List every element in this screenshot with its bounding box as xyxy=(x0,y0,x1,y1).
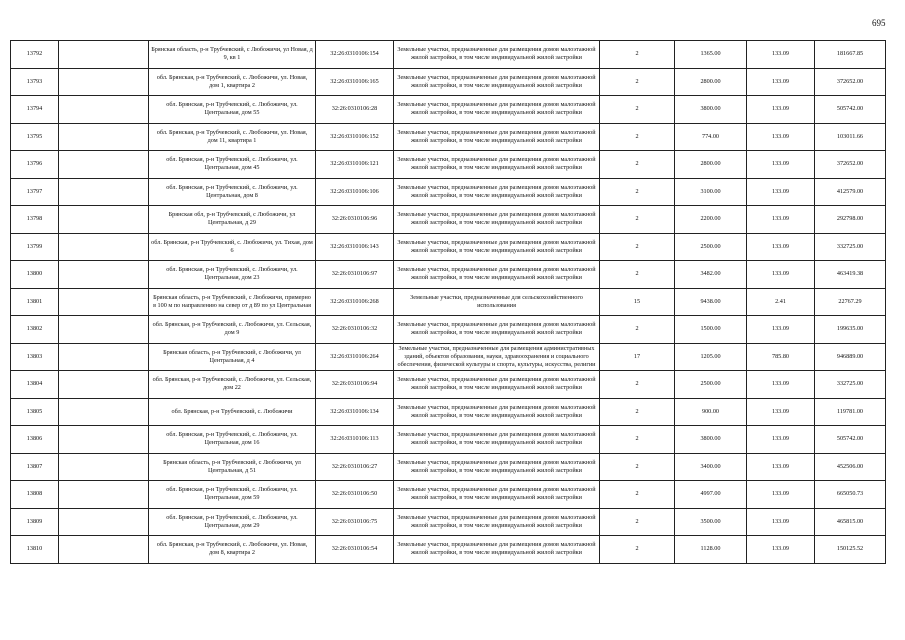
cadastral-value-cell: 505742.00 xyxy=(815,426,886,454)
cadastral-number-cell: 32:26:0310106:165 xyxy=(316,68,394,96)
spacer-cell xyxy=(59,426,149,454)
cadastral-number-cell: 32:26:0310106:97 xyxy=(316,261,394,289)
land-use-cell: Земельные участки, предназначенные для размещения домов малоэтажной жилой застройки, в том числе индивидуальной жилой застройки xyxy=(394,371,600,399)
area-cell: 9438.00 xyxy=(675,288,747,316)
area-cell: 2500.00 xyxy=(675,233,747,261)
area-cell: 774.00 xyxy=(675,123,747,151)
area-cell: 3482.00 xyxy=(675,261,747,289)
address-cell: обл. Брянская, р-н Трубчевский, с. Любожичи, ул. Тихая, дом 6 xyxy=(149,233,316,261)
land-use-cell: Земельные участки, предназначенные для размещения домов малоэтажной жилой застройки, в том числе индивидуальной жилой застройки xyxy=(394,426,600,454)
row-number-cell: 13806 xyxy=(11,426,59,454)
table-row xyxy=(11,151,886,179)
land-use-cell: Земельные участки, предназначенные для размещения домов малоэтажной жилой застройки, в том числе индивидуальной жилой застройки xyxy=(394,536,600,564)
use-group-cell: 17 xyxy=(600,343,675,371)
address-cell: обл. Брянская, р-н Трубчевский, с. Любожичи xyxy=(149,398,316,426)
area-cell: 3400.00 xyxy=(675,453,747,481)
land-use-cell: Земельные участки, предназначенные для размещения домов малоэтажной жилой застройки, в том числе индивидуальной жилой застройки xyxy=(394,96,600,124)
spacer-cell xyxy=(59,536,149,564)
row-number-cell: 13797 xyxy=(11,178,59,206)
cadastral-number-cell: 32:26:0310106:268 xyxy=(316,288,394,316)
land-use-cell: Земельные участки, предназначенные для размещения домов малоэтажной жилой застройки, в том числе индивидуальной жилой застройки xyxy=(394,398,600,426)
table-body xyxy=(11,41,886,564)
cadastral-value-cell: 332725.00 xyxy=(815,371,886,399)
spacer-cell xyxy=(59,206,149,234)
cadastral-number-cell: 32:26:0310106:106 xyxy=(316,178,394,206)
specific-value-cell: 133.09 xyxy=(747,41,815,69)
cadastral-value-cell: 103011.66 xyxy=(815,123,886,151)
cadastral-value-cell: 372652.00 xyxy=(815,151,886,179)
land-use-cell: Земельные участки, предназначенные для размещения домов малоэтажной жилой застройки, в том числе индивидуальной жилой застройки xyxy=(394,453,600,481)
cadastral-number-cell: 32:26:0310106:27 xyxy=(316,453,394,481)
cadastral-number-cell: 32:26:0310106:134 xyxy=(316,398,394,426)
cadastral-value-cell: 292798.00 xyxy=(815,206,886,234)
cadastral-number-cell: 32:26:0310106:50 xyxy=(316,481,394,509)
cadastral-value-cell: 119781.00 xyxy=(815,398,886,426)
spacer-cell xyxy=(59,453,149,481)
area-cell: 2500.00 xyxy=(675,371,747,399)
address-cell: обл. Брянская, р-н Трубчевский, с. Любожичи, ул. Центральная, дом 45 xyxy=(149,151,316,179)
cadastral-value-cell: 372652.00 xyxy=(815,68,886,96)
land-use-cell: Земельные участки, предназначенные для размещения домов малоэтажной жилой застройки, в том числе индивидуальной жилой застройки xyxy=(394,481,600,509)
address-cell: Брянская обл, р-н Трубчевский, с Любожичи, ул Центральная, д 29 xyxy=(149,206,316,234)
row-number-cell: 13799 xyxy=(11,233,59,261)
spacer-cell xyxy=(59,151,149,179)
cadastral-number-cell: 32:26:0310106:75 xyxy=(316,508,394,536)
use-group-cell: 2 xyxy=(600,68,675,96)
row-number-cell: 13810 xyxy=(11,536,59,564)
table-row xyxy=(11,41,886,69)
cadastral-value-cell: 412579.00 xyxy=(815,178,886,206)
specific-value-cell: 133.09 xyxy=(747,481,815,509)
spacer-cell xyxy=(59,481,149,509)
specific-value-cell: 133.09 xyxy=(747,151,815,179)
cadastral-value-cell: 665050.73 xyxy=(815,481,886,509)
row-number-cell: 13805 xyxy=(11,398,59,426)
table-row xyxy=(11,508,886,536)
table-row xyxy=(11,398,886,426)
address-cell: обл. Брянская, р-н Трубчевский, с. Любожичи, ул. Центральная, дом 23 xyxy=(149,261,316,289)
spacer-cell xyxy=(59,68,149,96)
address-cell: обл. Брянская, р-н Трубчевский, с. Любожичи, ул. Центральная, дом 55 xyxy=(149,96,316,124)
address-cell: обл. Брянская, р-н Трубчевский, с. Любожичи, ул. Центральная, дом 8 xyxy=(149,178,316,206)
cadastral-number-cell: 32:26:0310106:32 xyxy=(316,316,394,344)
address-cell: обл. Брянская, р-н Трубчевский, с. Любожичи, ул. Сельская, дом 22 xyxy=(149,371,316,399)
land-use-cell: Земельные участки, предназначенные для размещения домов малоэтажной жилой застройки, в том числе индивидуальной жилой застройки xyxy=(394,178,600,206)
use-group-cell: 2 xyxy=(600,178,675,206)
specific-value-cell: 133.09 xyxy=(747,96,815,124)
use-group-cell: 2 xyxy=(600,261,675,289)
specific-value-cell: 133.09 xyxy=(747,426,815,454)
use-group-cell: 2 xyxy=(600,41,675,69)
row-number-cell: 13800 xyxy=(11,261,59,289)
use-group-cell: 15 xyxy=(600,288,675,316)
row-number-cell: 13802 xyxy=(11,316,59,344)
use-group-cell: 2 xyxy=(600,371,675,399)
specific-value-cell: 133.09 xyxy=(747,261,815,289)
table-row xyxy=(11,261,886,289)
row-number-cell: 13801 xyxy=(11,288,59,316)
land-use-cell: Земельные участки, предназначенные для размещения домов малоэтажной жилой застройки, в том числе индивидуальной жилой застройки xyxy=(394,151,600,179)
land-registry-table xyxy=(10,40,886,564)
address-cell: обл. Брянская, р-н Трубчевский, с. Любожичи, ул. Новая, дом 1, квартира 2 xyxy=(149,68,316,96)
specific-value-cell: 133.09 xyxy=(747,508,815,536)
spacer-cell xyxy=(59,288,149,316)
land-use-cell: Земельные участки, предназначенные для размещения домов малоэтажной жилой застройки, в том числе индивидуальной жилой застройки xyxy=(394,233,600,261)
spacer-cell xyxy=(59,178,149,206)
use-group-cell: 2 xyxy=(600,316,675,344)
row-number-cell: 13796 xyxy=(11,151,59,179)
spacer-cell xyxy=(59,398,149,426)
address-cell: обл. Брянская, р-н Трубчевский, с. Любожичи, ул. Центральная, дом 59 xyxy=(149,481,316,509)
area-cell: 3800.00 xyxy=(675,96,747,124)
table-row xyxy=(11,123,886,151)
use-group-cell: 2 xyxy=(600,206,675,234)
table-row xyxy=(11,288,886,316)
address-cell: обл. Брянская, р-н Трубчевский, с. Любожичи, ул. Новая, дом 11, квартира 1 xyxy=(149,123,316,151)
use-group-cell: 2 xyxy=(600,508,675,536)
spacer-cell xyxy=(59,508,149,536)
cadastral-number-cell: 32:26:0310106:121 xyxy=(316,151,394,179)
table-row xyxy=(11,96,886,124)
address-cell: Брянская область, р-н Трубчевский, с Любожичи, ул Центральная, д 51 xyxy=(149,453,316,481)
table-row xyxy=(11,233,886,261)
specific-value-cell: 2.41 xyxy=(747,288,815,316)
address-cell: Брянская область, р-н Трубчевский, с Любожичи, ул Новая, д 9, кв 1 xyxy=(149,41,316,69)
cadastral-value-cell: 22767.29 xyxy=(815,288,886,316)
spacer-cell xyxy=(59,343,149,371)
area-cell: 2200.00 xyxy=(675,206,747,234)
area-cell: 900.00 xyxy=(675,398,747,426)
use-group-cell: 2 xyxy=(600,233,675,261)
spacer-cell xyxy=(59,96,149,124)
specific-value-cell: 133.09 xyxy=(747,206,815,234)
row-number-cell: 13793 xyxy=(11,68,59,96)
table-row xyxy=(11,481,886,509)
specific-value-cell: 133.09 xyxy=(747,371,815,399)
cadastral-value-cell: 463419.38 xyxy=(815,261,886,289)
specific-value-cell: 133.09 xyxy=(747,453,815,481)
land-use-cell: Земельные участки, предназначенные для размещения административных зданий, объектов образования, науки, здравоохранения и социального обеспечения, физической культуры и спорта, культуры, искусства, религии xyxy=(394,343,600,371)
row-number-cell: 13808 xyxy=(11,481,59,509)
use-group-cell: 2 xyxy=(600,398,675,426)
cadastral-value-cell: 332725.00 xyxy=(815,233,886,261)
specific-value-cell: 133.09 xyxy=(747,178,815,206)
cadastral-number-cell: 32:26:0310106:152 xyxy=(316,123,394,151)
land-use-cell: Земельные участки, предназначенные для размещения домов малоэтажной жилой застройки, в том числе индивидуальной жилой застройки xyxy=(394,41,600,69)
land-use-cell: Земельные участки, предназначенные для сельскохозяйственного использования xyxy=(394,288,600,316)
use-group-cell: 2 xyxy=(600,123,675,151)
cadastral-value-cell: 181667.85 xyxy=(815,41,886,69)
table-row xyxy=(11,536,886,564)
area-cell: 2800.00 xyxy=(675,151,747,179)
cadastral-value-cell: 199635.00 xyxy=(815,316,886,344)
area-cell: 1500.00 xyxy=(675,316,747,344)
row-number-cell: 13807 xyxy=(11,453,59,481)
table-row xyxy=(11,343,886,371)
address-cell: обл. Брянская, р-н Трубчевский, с. Любожичи, ул. Центральная, дом 16 xyxy=(149,426,316,454)
table-row xyxy=(11,316,886,344)
cadastral-value-cell: 452506.00 xyxy=(815,453,886,481)
row-number-cell: 13795 xyxy=(11,123,59,151)
address-cell: Брянская область, р-н Трубчевский, с Любожичи, ул Центральная, д 4 xyxy=(149,343,316,371)
row-number-cell: 13792 xyxy=(11,41,59,69)
cadastral-number-cell: 32:26:0310106:113 xyxy=(316,426,394,454)
use-group-cell: 2 xyxy=(600,96,675,124)
cadastral-value-cell: 505742.00 xyxy=(815,96,886,124)
spacer-cell xyxy=(59,41,149,69)
cadastral-value-cell: 465815.00 xyxy=(815,508,886,536)
cadastral-number-cell: 32:26:0310106:264 xyxy=(316,343,394,371)
specific-value-cell: 133.09 xyxy=(747,536,815,564)
specific-value-cell: 133.09 xyxy=(747,316,815,344)
cadastral-value-cell: 150125.52 xyxy=(815,536,886,564)
page-number: 695 xyxy=(872,18,886,28)
row-number-cell: 13809 xyxy=(11,508,59,536)
address-cell: обл. Брянская, р-н Трубчевский, с. Любожичи, ул. Центральная, дом 29 xyxy=(149,508,316,536)
use-group-cell: 2 xyxy=(600,481,675,509)
cadastral-number-cell: 32:26:0310106:96 xyxy=(316,206,394,234)
cadastral-number-cell: 32:26:0310106:143 xyxy=(316,233,394,261)
area-cell: 3100.00 xyxy=(675,178,747,206)
cadastral-number-cell: 32:26:0310106:28 xyxy=(316,96,394,124)
use-group-cell: 2 xyxy=(600,536,675,564)
spacer-cell xyxy=(59,371,149,399)
row-number-cell: 13794 xyxy=(11,96,59,124)
specific-value-cell: 133.09 xyxy=(747,233,815,261)
spacer-cell xyxy=(59,316,149,344)
use-group-cell: 2 xyxy=(600,453,675,481)
table-row xyxy=(11,453,886,481)
land-use-cell: Земельные участки, предназначенные для размещения домов малоэтажной жилой застройки, в том числе индивидуальной жилой застройки xyxy=(394,508,600,536)
row-number-cell: 13803 xyxy=(11,343,59,371)
table-row xyxy=(11,426,886,454)
area-cell: 4997.00 xyxy=(675,481,747,509)
table-row xyxy=(11,371,886,399)
land-use-cell: Земельные участки, предназначенные для размещения домов малоэтажной жилой застройки, в том числе индивидуальной жилой застройки xyxy=(394,316,600,344)
table-row xyxy=(11,178,886,206)
row-number-cell: 13798 xyxy=(11,206,59,234)
specific-value-cell: 133.09 xyxy=(747,398,815,426)
area-cell: 2800.00 xyxy=(675,68,747,96)
table-row xyxy=(11,68,886,96)
specific-value-cell: 133.09 xyxy=(747,68,815,96)
use-group-cell: 2 xyxy=(600,151,675,179)
spacer-cell xyxy=(59,233,149,261)
cadastral-number-cell: 32:26:0310106:154 xyxy=(316,41,394,69)
area-cell: 1128.00 xyxy=(675,536,747,564)
address-cell: Брянская область, р-н Трубчевский, с Любожичи, примерно в 100 м по направлению на север от д 89 по ул Центральная xyxy=(149,288,316,316)
cadastral-value-cell: 946889.00 xyxy=(815,343,886,371)
area-cell: 3800.00 xyxy=(675,426,747,454)
spacer-cell xyxy=(59,123,149,151)
land-use-cell: Земельные участки, предназначенные для размещения домов малоэтажной жилой застройки, в том числе индивидуальной жилой застройки xyxy=(394,261,600,289)
land-use-cell: Земельные участки, предназначенные для размещения домов малоэтажной жилой застройки, в том числе индивидуальной жилой застройки xyxy=(394,123,600,151)
use-group-cell: 2 xyxy=(600,426,675,454)
row-number-cell: 13804 xyxy=(11,371,59,399)
cadastral-number-cell: 32:26:0310106:94 xyxy=(316,371,394,399)
cadastral-number-cell: 32:26:0310106:54 xyxy=(316,536,394,564)
table-row xyxy=(11,206,886,234)
area-cell: 3500.00 xyxy=(675,508,747,536)
area-cell: 1365.00 xyxy=(675,41,747,69)
land-use-cell: Земельные участки, предназначенные для размещения домов малоэтажной жилой застройки, в том числе индивидуальной жилой застройки xyxy=(394,68,600,96)
land-use-cell: Земельные участки, предназначенные для размещения домов малоэтажной жилой застройки, в том числе индивидуальной жилой застройки xyxy=(394,206,600,234)
address-cell: обл. Брянская, р-н Трубчевский, с. Любожичи, ул. Сельская, дом 9 xyxy=(149,316,316,344)
address-cell: обл. Брянская, р-н Трубчевский, с. Любожичи, ул. Новая, дом 8, квартира 2 xyxy=(149,536,316,564)
specific-value-cell: 133.09 xyxy=(747,123,815,151)
area-cell: 1205.00 xyxy=(675,343,747,371)
specific-value-cell: 785.80 xyxy=(747,343,815,371)
spacer-cell xyxy=(59,261,149,289)
